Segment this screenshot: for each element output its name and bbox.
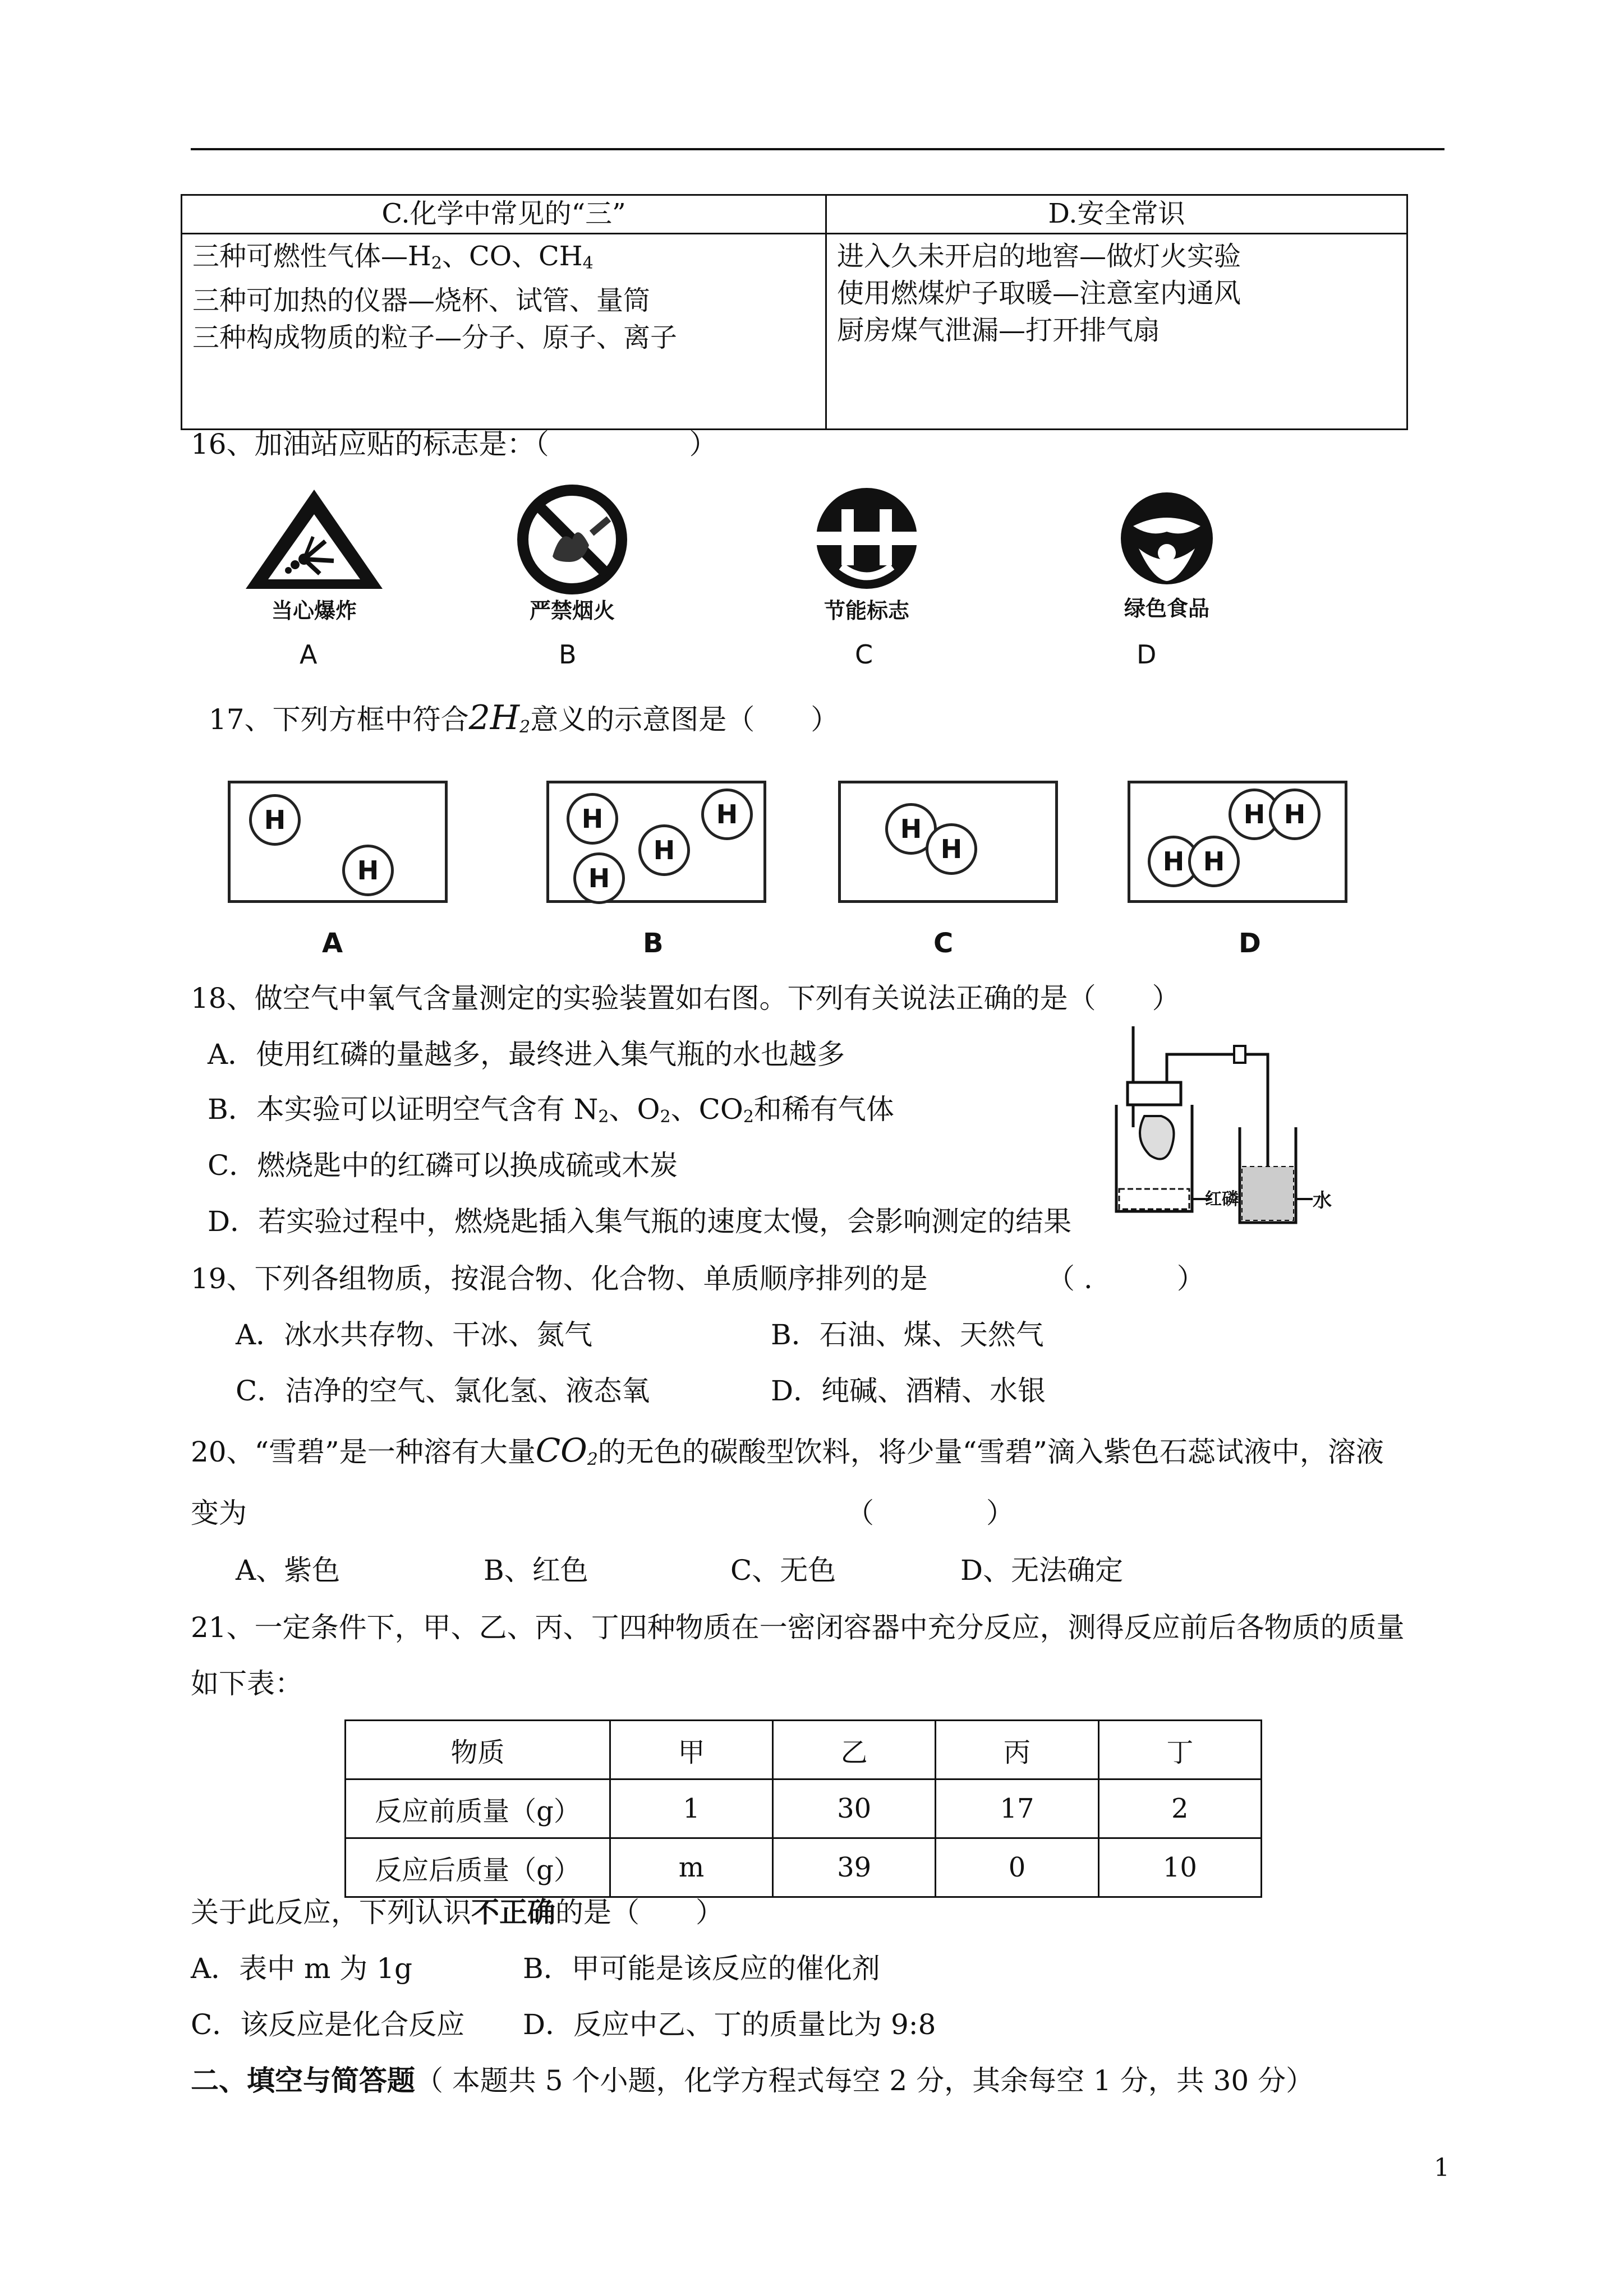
cell-c-content bbox=[182, 234, 826, 430]
table-row bbox=[346, 1779, 1262, 1838]
q19-stem: 19、下列各组物质，按混合物、化合物、单质顺序排列的是 bbox=[191, 1262, 928, 1295]
q18-option-b: B．本实验可以证明空气含有 $N_2$、$O_2$、$CO_2$和稀有气体 bbox=[208, 1093, 894, 1127]
d-line-3: 厨房煤气泄漏—打开排气扇 bbox=[837, 315, 1161, 346]
label-water: 水 bbox=[1313, 1190, 1332, 1212]
q21-question: 关于此反应，下列认识不正确的是（ ） bbox=[191, 1896, 724, 1929]
c-line-3: 三种构成物质的粒子—分子、原子、离子 bbox=[192, 322, 678, 353]
logo-label-b: 严禁烟火 bbox=[529, 598, 615, 623]
oxygen-experiment-apparatus bbox=[1099, 1021, 1363, 1234]
table-row bbox=[346, 1721, 1262, 1779]
q21-stem-line2: 如下表： bbox=[191, 1667, 303, 1700]
logo-label-d: 绿色食品 bbox=[1124, 596, 1209, 621]
table-header-cell: 乙 bbox=[772, 1721, 935, 1779]
section-2-heading: 二、填空与简答题（ 本题共 5 个小题，化学方程式每空 2 分，其余每空 1 分，共 30 分） bbox=[191, 2064, 1314, 2097]
mass-table bbox=[344, 1719, 1262, 1898]
q21-stem-line1: 21、一定条件下，甲、乙、丙、丁四种物质在一密闭容器中充分反应，测得反应前后各物质的质量 bbox=[191, 1611, 1405, 1644]
no-fire-icon bbox=[499, 483, 645, 596]
table-header-c: C.化学中常见的“三” bbox=[182, 195, 826, 234]
table-header-cell: 丙 bbox=[936, 1721, 1098, 1779]
table-cell: 反应后质量（g） bbox=[346, 1838, 610, 1897]
h-atom: H bbox=[701, 789, 753, 840]
table-cell: 39 bbox=[772, 1838, 935, 1897]
table-cell: 1 bbox=[610, 1779, 772, 1838]
table-row bbox=[346, 1838, 1262, 1897]
cell-d-content bbox=[826, 234, 1407, 430]
q20-option-d: D、无法确定 bbox=[960, 1554, 1124, 1587]
q19-option-d: D．纯碱、酒精、水银 bbox=[771, 1375, 1046, 1407]
table-header-cell: 甲 bbox=[610, 1721, 772, 1779]
h-atom: H bbox=[638, 824, 690, 876]
h-atom: H bbox=[1229, 789, 1280, 840]
table-header-cell: 物质 bbox=[346, 1721, 610, 1779]
h-atom: H bbox=[1269, 789, 1321, 840]
q17-letter-b: B bbox=[643, 928, 664, 959]
q21-option-c: C．该反应是化合反应 bbox=[191, 2008, 465, 2041]
q16-letter-d: D bbox=[1137, 639, 1157, 670]
h-atom: H bbox=[249, 794, 301, 846]
q21-option-a: A．表中 m 为 1g bbox=[191, 1952, 413, 1985]
q16-letter-a: A bbox=[300, 639, 318, 670]
cd-table bbox=[181, 194, 1408, 430]
q18-option-a: A．使用红磷的量越多，最终进入集气瓶的水也越多 bbox=[208, 1038, 845, 1071]
q19-paren: （ . ） bbox=[1047, 1262, 1205, 1295]
q21-option-b: B．甲可能是该反应的催化剂 bbox=[523, 1952, 880, 1985]
h-atom: H bbox=[926, 823, 977, 875]
q20-formula: CO bbox=[535, 1431, 587, 1469]
table-cell: 2 bbox=[1098, 1779, 1261, 1838]
d-line-2: 使用燃煤炉子取暖—注意室内通风 bbox=[837, 278, 1241, 309]
table-cell: 10 bbox=[1098, 1838, 1261, 1897]
q20-line2: 变为 bbox=[191, 1497, 247, 1529]
q21-option-d: D．反应中乙、丁的质量比为 9:8 bbox=[523, 2008, 936, 2041]
h-atom: H bbox=[567, 793, 618, 845]
table-header-d: D.安全常识 bbox=[826, 195, 1407, 234]
q20-stem: 20、“雪碧”是一种溶有大量$CO_2$的无色的碳酸型饮料，将少量“雪碧”滴入紫色石蕊试液中，溶液 bbox=[191, 1431, 1384, 1469]
q17-letter-a: A bbox=[322, 928, 343, 959]
h-atom: H bbox=[573, 852, 625, 904]
h-atom: H bbox=[342, 845, 394, 896]
q19-option-c: C．洁净的空气、氯化氢、液态氧 bbox=[236, 1375, 650, 1407]
q16-stem: 16、加油站应贴的标志是：（ ） bbox=[191, 428, 717, 460]
c-line-1: 三种可燃性气体$—H_2$、CO、$CH_4$ bbox=[192, 241, 594, 273]
q20-option-c: C、无色 bbox=[730, 1554, 836, 1587]
h-atom: H bbox=[1188, 836, 1240, 887]
energy-saving-icon bbox=[791, 482, 942, 594]
label-red-phosphorus: 红磷 bbox=[1205, 1190, 1239, 1209]
table-cell: 0 bbox=[936, 1838, 1098, 1897]
d-line-1: 进入久未开启的地窖—做灯火实验 bbox=[837, 241, 1241, 272]
q18-stem: 18、做空气中氧气含量测定的实验装置如右图。下列有关说法正确的是（ ） bbox=[191, 982, 1180, 1015]
q17-letter-c: C bbox=[933, 928, 954, 959]
table-header-cell: 丁 bbox=[1098, 1721, 1261, 1779]
q16-letter-c: C bbox=[855, 639, 873, 670]
table-cell: 反应前质量（g） bbox=[346, 1779, 610, 1838]
green-food-icon bbox=[1094, 487, 1240, 593]
q18-option-d: D．若实验过程中，燃烧匙插入集气瓶的速度太慢，会影响测定的结果 bbox=[208, 1205, 1072, 1238]
logo-label-a: 当心爆炸 bbox=[271, 598, 357, 623]
q16-letter-b: B bbox=[559, 639, 577, 670]
q19-option-a: A．冰水共存物、干冰、氮气 bbox=[236, 1318, 593, 1351]
h-atom: H bbox=[885, 803, 937, 855]
table-cell: m bbox=[610, 1838, 772, 1897]
q20-option-a: A、紫色 bbox=[236, 1554, 341, 1587]
c-line-2: 三种可加热的仪器—烧杯、试管、量筒 bbox=[192, 285, 651, 316]
explosion-warning-icon bbox=[241, 485, 387, 592]
q20-option-b: B、红色 bbox=[484, 1554, 588, 1587]
page-number: 1 bbox=[1434, 2154, 1450, 2182]
q20-paren: （ ） bbox=[846, 1497, 1014, 1529]
table-cell: 17 bbox=[936, 1779, 1098, 1838]
q17-formula: 2H bbox=[468, 698, 520, 737]
q17-stem: 17、下列方框中符合$2H_2$意义的示意图是（ ） bbox=[209, 698, 839, 737]
q18-option-c: C．燃烧匙中的红磷可以换成硫或木炭 bbox=[208, 1149, 678, 1182]
q17-letter-d: D bbox=[1239, 928, 1261, 959]
h-atom: H bbox=[1148, 836, 1199, 887]
header-rule bbox=[191, 148, 1444, 150]
table-cell: 30 bbox=[772, 1779, 935, 1838]
logo-label-c: 节能标志 bbox=[823, 598, 909, 623]
q19-option-b: B．石油、煤、天然气 bbox=[771, 1318, 1044, 1351]
